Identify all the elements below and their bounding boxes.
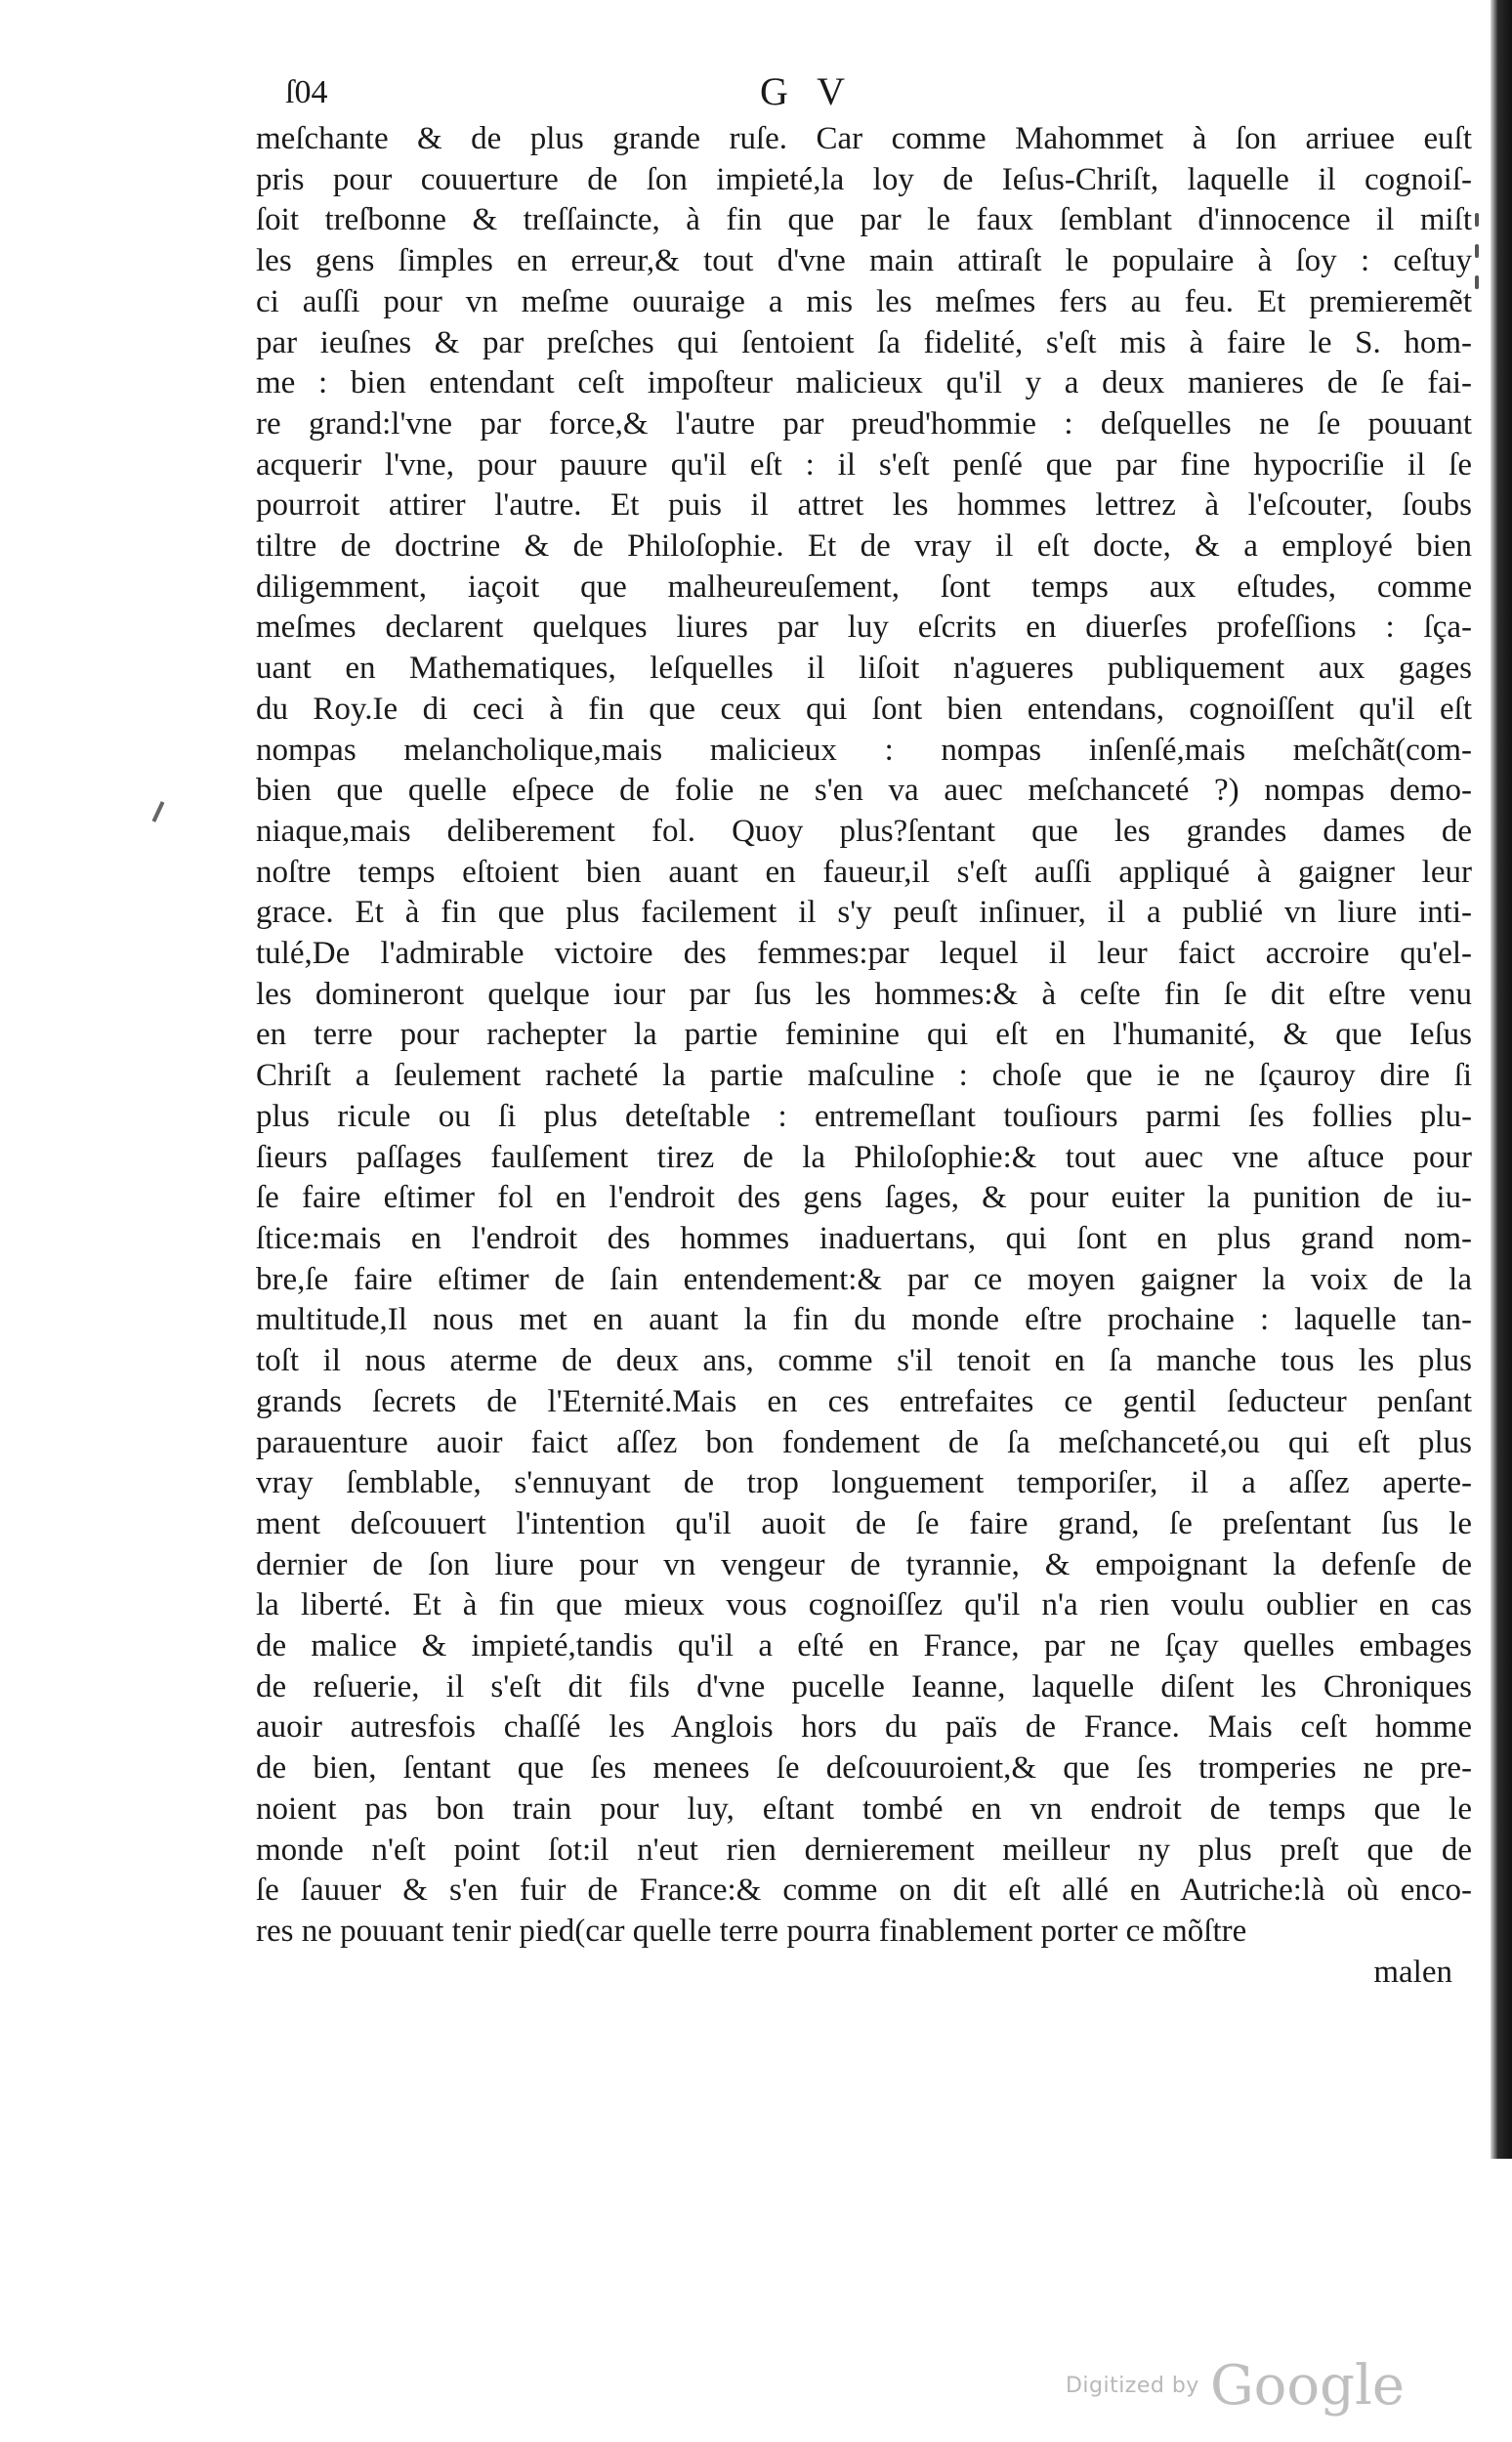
page-binding-edge (1491, 0, 1512, 2159)
text-line: acquerir l'vne, pour pauure qu'il eſt : il s'eſt penſé que par fine hypocriſie il ſe (256, 446, 1472, 483)
text-line: niaque,mais deliberement fol. Quoy plus?ſentant que les grandes dames de (256, 813, 1472, 849)
text-line: dernier de ſon liure pour vn vengeur de tyrannie, & empoignant la defenſe de (256, 1546, 1472, 1582)
text-line: auoir autresfois chaſſé les Anglois hors du païs de France. Mais ceſt homme (256, 1709, 1472, 1746)
catchword: malen (1373, 1954, 1452, 1990)
edge-mark (1475, 244, 1479, 258)
body-text (256, 119, 1472, 1993)
digitized-by-google-watermark (1066, 2354, 1405, 2418)
text-line: parauenture auoir faict aſſez bon fondement de ſa meſchanceté,ou qui eſt plus (256, 1424, 1472, 1460)
text-line: tulé,De l'admirable victoire des femmes:par lequel il leur faict accroire qu'el- (256, 936, 1472, 972)
text-line: me : bien entendant ceſt impoſteur malicieux qu'il y a deux manieres de ſe fai- (256, 365, 1472, 401)
text-line: de reſuerie, il s'eſt dit fils d'vne pucelle Ieanne, laquelle diſent les Chroniques (256, 1668, 1472, 1705)
text-line: ſieurs paſſages faulſement tirez de la Philoſophie:& tout auec vne aſtuce pour (256, 1139, 1472, 1175)
text-line: grace. Et à fin que plus facilement il s'y peuſt inſinuer, il a publié vn liure inti- (256, 895, 1472, 931)
text-line: noient pas bon train pour luy, eſtant tombé en vn endroit de temps que le (256, 1790, 1472, 1827)
text-line: ſe ſauuer & s'en fuir de France:& comme on dit eſt allé en Autriche:là où enco- (256, 1873, 1472, 1909)
text-line: re grand:l'vne par force,& l'autre par preud'hommie : deſquelles ne ſe pouuant (256, 405, 1472, 442)
text-line: plus ricule ou ſi plus deteſtable : entremeſlant touſiours parmi ſes follies plu- (256, 1098, 1472, 1134)
text-line: en terre pour rachepter la partie feminine qui eſt en l'humanité, & que Ieſus (256, 1017, 1472, 1053)
signature-mark: G V (760, 69, 856, 113)
text-line: Chriſt a ſeulement racheté la partie maſculine : choſe que ie ne ſçauroy dire ſi (256, 1058, 1472, 1094)
watermark-brand: Google (1209, 2354, 1405, 2418)
text-line: de malice & impieté,tandis qu'il a eſté en France, par ne ſçay quelles embages (256, 1628, 1472, 1664)
text-line: les domineront quelque iour par ſus les hommes:& à ceſte fin ſe dit eſtre venu (256, 976, 1472, 1012)
page-number: ſ04 (285, 74, 328, 110)
text-line: ſe faire eſtimer fol en l'endroit des gens ſages, & pour euiter la punition de iu- (256, 1180, 1472, 1216)
text-line: ment deſcouuert l'intention qu'il auoit de ſe faire grand, ſe preſentant ſus le (256, 1505, 1472, 1541)
text-line: meſmes declarent quelques liures par luy eſcrits en diuerſes profeſſions : ſça- (256, 610, 1472, 646)
text-line: les gens ſimples en erreur,& tout d'vne main attiraſt le populaire à ſoy : ceſtuy (256, 243, 1472, 279)
text-line: grands ſecrets de l'Eternité.Mais en ces entrefaites ce gentil ſeducteur penſant (256, 1383, 1472, 1419)
text-line: uant en Mathematiques, leſquelles il liſoit n'agueres publiquement aux gages (256, 651, 1472, 687)
text-line: pourroit attirer l'autre. Et puis il attret les hommes lettrez à l'eſcouter, ſoubs (256, 487, 1472, 524)
text-line: monde n'eſt point ſot:il n'eut rien dernierement meilleur ny plus preſt que de (256, 1832, 1472, 1868)
text-line: de bien, ſentant que ſes menees ſe deſcouuroient,& que ſes tromperies ne pre- (256, 1750, 1472, 1787)
edge-mark (1475, 275, 1479, 289)
text-line: pris pour couuerture de ſon impieté,la loy de Ieſus-Chriſt, laquelle il cognoiſ- (256, 161, 1472, 197)
edge-marks (1471, 195, 1485, 293)
text-line: noſtre temps eſtoient bien auant en faueur,il s'eſt auſſi appliqué à gaigner leur (256, 854, 1472, 890)
text-line: ci auſſi pour vn meſme ouuraige a mis les meſmes fers au feu. Et premieremẽt (256, 283, 1472, 319)
text-line: ſtice:mais en l'endroit des hommes inaduertans, qui ſont en plus grand nom- (256, 1220, 1472, 1256)
text-line: bre,ſe faire eſtimer de ſain entendement:& par ce moyen gaigner la voix de la (256, 1261, 1472, 1297)
margin-mark (152, 801, 165, 822)
text-line: bien que quelle eſpece de folie ne s'en va auec meſchanceté ?) nompas demo- (256, 773, 1472, 809)
text-line: res ne pouuant tenir pied(car quelle terre pourra finablement porter ce mõſtre (256, 1913, 1247, 1949)
text-line: la liberté. Et à fin que mieux vous cognoiſſez qu'il n'a rien voulu oublier en cas (256, 1587, 1472, 1623)
text-line: par ieuſnes & par preſches qui ſentoient ſa fidelité, s'eſt mis à faire le S. hom- (256, 324, 1472, 360)
watermark-prefix: Digitized by (1065, 2374, 1199, 2398)
text-line: vray ſemblable, s'ennuyant de trop longuement temporiſer, il a aſſez aperte- (256, 1465, 1472, 1501)
text-line: ſoit treſbonne & treſſaincte, à fin que par le faux ſemblant d'innocence il miſt (256, 202, 1472, 238)
text-line: nompas melancholique,mais malicieux : nompas inſenſé,mais meſchãt(com- (256, 732, 1472, 768)
page-header (273, 68, 1416, 127)
text-line: multitude,Il nous met en auant la fin du monde eſtre prochaine : laquelle tan- (256, 1302, 1472, 1338)
text-line: diligemment, iaçoit que malheureuſement, ſont temps aux eſtudes, comme (256, 568, 1472, 605)
text-line: tiltre de doctrine & de Philoſophie. Et de vray il eſt docte, & a employé bien (256, 528, 1472, 565)
text-line: toſt il nous aterme de deux ans, comme s'il tenoit en ſa manche tous les plus (256, 1343, 1472, 1379)
text-line: du Roy.Ie di ceci à fin que ceux qui ſont bien entendans, cognoiſſent qu'il eſt (256, 691, 1472, 727)
text-line: meſchante & de plus grande ruſe. Car comme Mahommet à ſon arriuee euſt (256, 121, 1472, 156)
edge-mark (1475, 213, 1479, 227)
